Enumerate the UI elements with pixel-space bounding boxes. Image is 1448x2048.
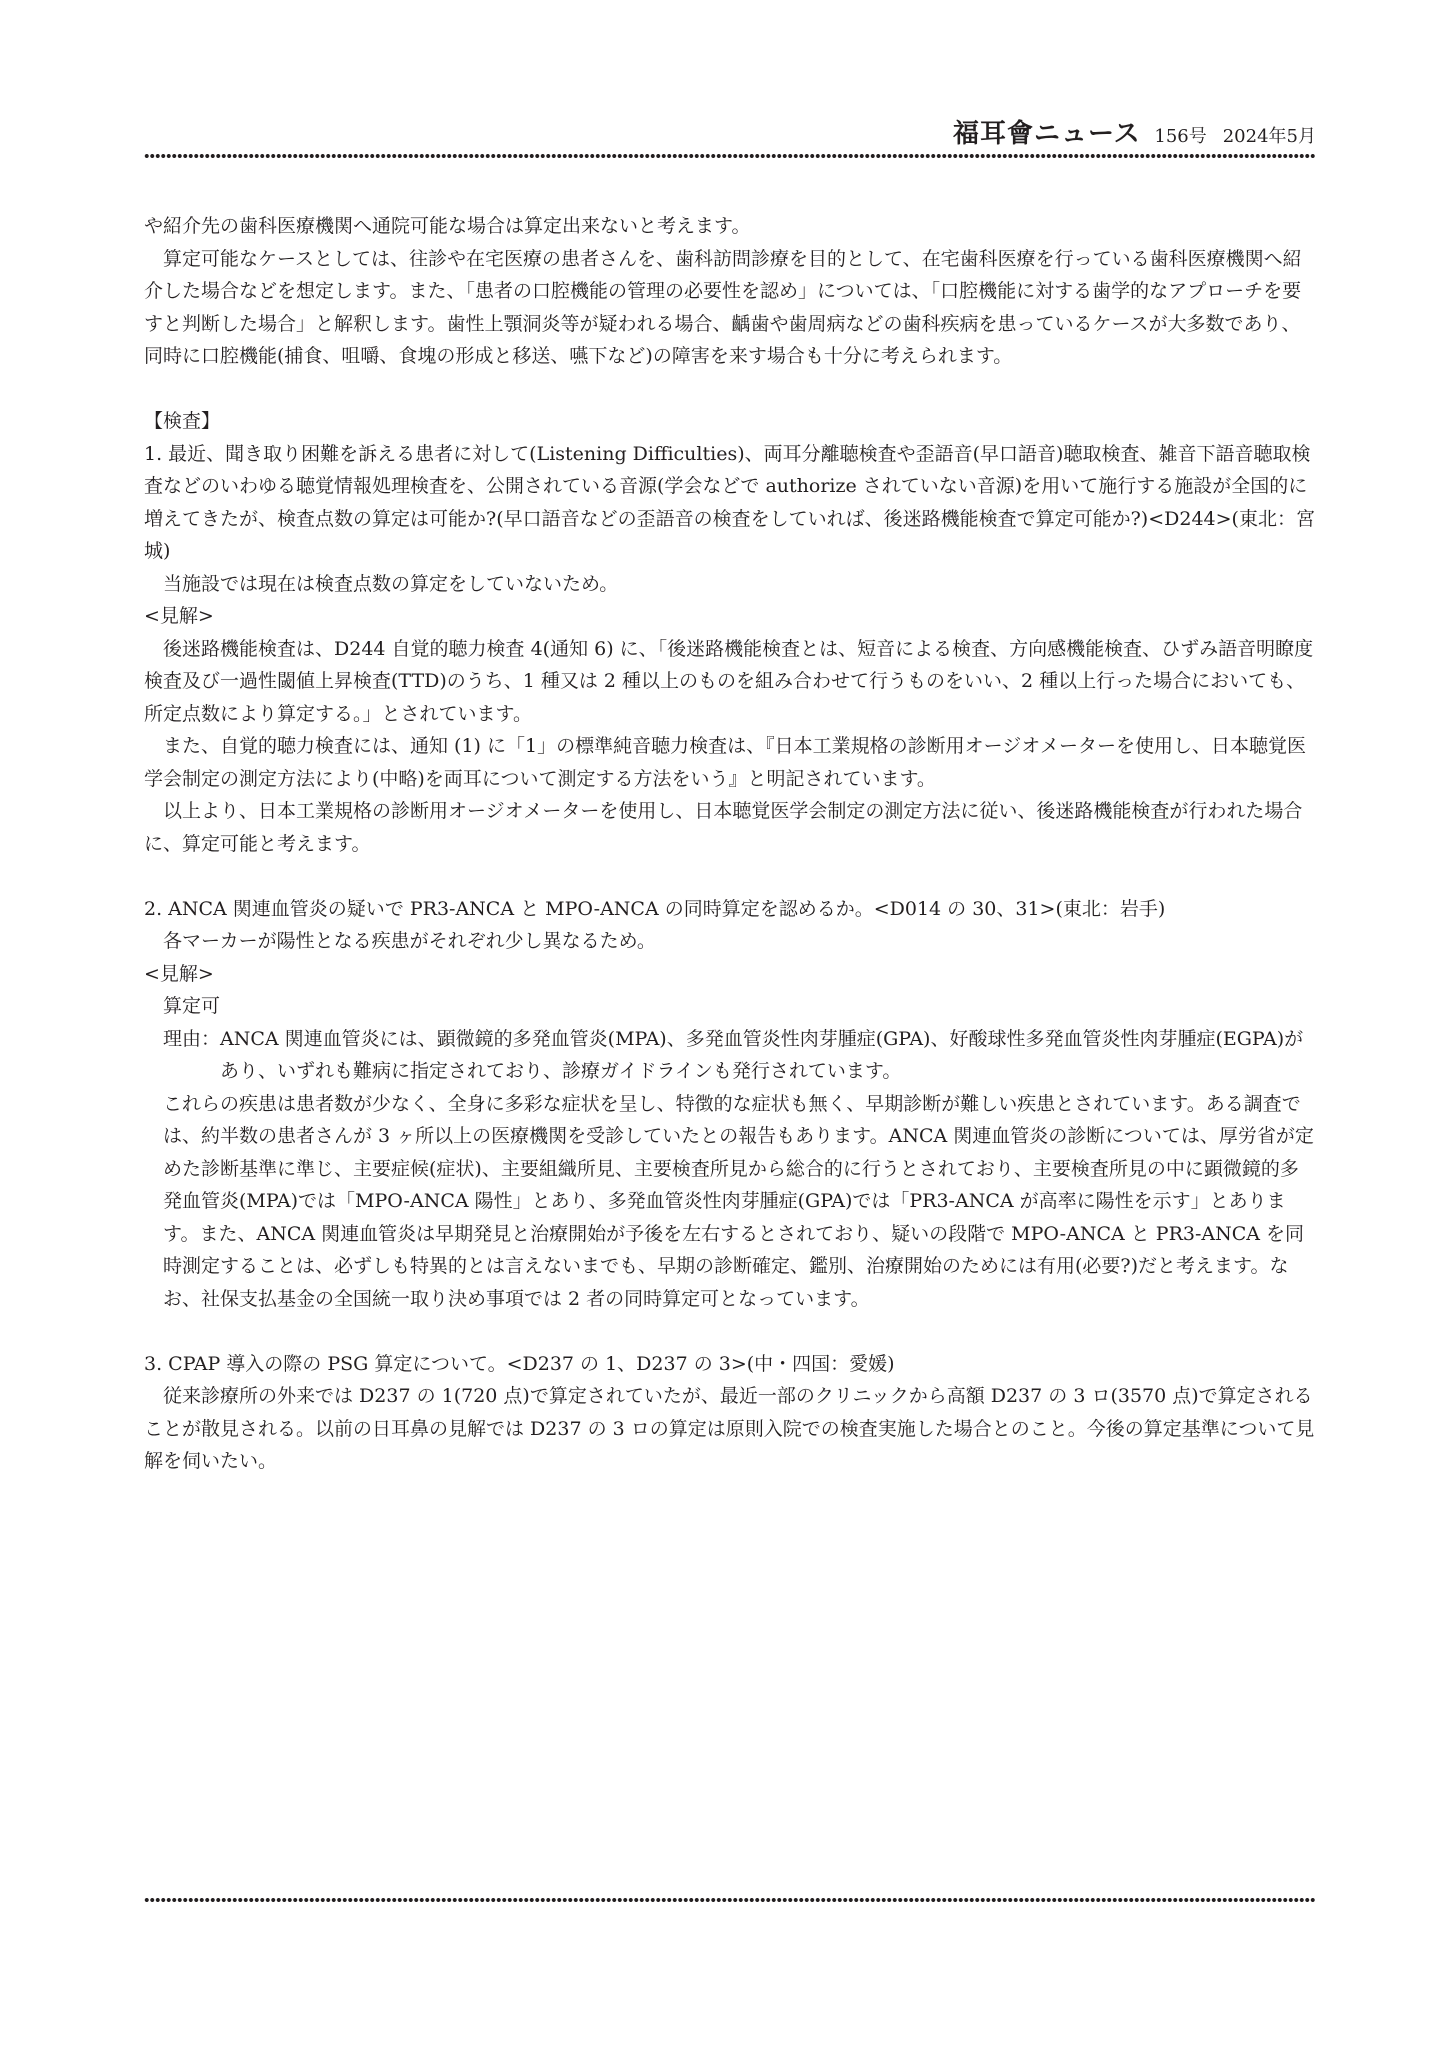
question-1-note: 当施設では現在は検査点数の算定をしていないため。 bbox=[163, 572, 619, 595]
opinion-heading-2: <見解> bbox=[144, 962, 214, 985]
article-body bbox=[144, 210, 1316, 1478]
section-heading: 【検査】 bbox=[144, 410, 221, 432]
paragraph: 算定可能なケースとしては、往診や在宅医療の患者さんを、歯科訪問診療を目的として、在宅歯科医療を行っている歯科医療機関へ紹介した場合などを想定します。また、「患者の口腔機能の管理の必要性を認め」については、「口腔機能に対する歯学的なアプローチを要すと判断した場合」と解釈します。歯性上顎洞炎等が疑われる場合、齲歯や歯周病などの歯科疾病を患っているケースが大多数であり、同時に口腔機能(捕食、咀嚼、食塊の形成と移送、嚥下など)の障害を来す場合も十分に考えられます。 bbox=[144, 247, 1302, 367]
question-1: 1. 最近、聞き取り困難を訴える患者に対して(Listening Difficulties)、両耳分離聴検査や歪語音(早口語音)聴取検査、雑音下語音聴取検査などのいわゆる聴覚情報処理検査を、公開されている音源(学会などで authorize されていない音源)を用いて施行する施設が全国的に増えてきたが、検査点数の算定は可能か?(早口語音などの歪語音の検査をしていれば、後迷路機能検査で算定可能か?)<D244>(東北：宮城) bbox=[144, 442, 1315, 562]
issue-number: 156号 bbox=[1154, 126, 1207, 147]
opinion-heading-1: <見解> bbox=[144, 605, 214, 627]
answer-1-paragraph: 後迷路機能検査は、D244 自覚的聴力検査 4(通知 6) に、「後迷路機能検査とは、短音による検査、方向感機能検査、ひずみ語音明瞭度検査及び一過性閾値上昇検査(TTD)のうち、1 種又は 2 種以上のものを組み合わせて行うものをいい、2 種以上行った場合においても、所定点数により算定する。」とされています。 bbox=[144, 637, 1314, 725]
reason-paragraph: ANCA 関連血管炎には、顕微鏡的多発血管炎(MPA)、多発血管炎性肉芽腫症(GPA)、好酸球性多発血管炎性肉芽腫症(EGPA)があり、いずれも難病に指定されており、診療ガイドラインも発行されています。 bbox=[220, 1027, 1304, 1082]
footer-dotted-rule bbox=[144, 1897, 1316, 1903]
header-dotted-rule bbox=[144, 153, 1316, 159]
question-3: 3. CPAP 導入の際の PSG 算定について。<D237 の 1、D237 の 3>(中・四国：愛媛) bbox=[144, 1352, 895, 1375]
question-2-note: 各マーカーが陽性となる疾患がそれぞれ少し異なるため。 bbox=[163, 930, 656, 952]
answer-2-verdict: 算定可 bbox=[163, 995, 221, 1017]
reason-block bbox=[144, 1023, 1316, 1088]
answer-1-paragraph: また、自覚的聴力検査には、通知 (1) に「1」の標準純音聴力検査は、『日本工業規格の診断用オージオメーターを使用し、日本聴覚医学会制定の測定方法により(中略)を両耳について測定する方法をいう』と明記されています。 bbox=[144, 735, 1307, 790]
page-header bbox=[144, 116, 1316, 152]
paragraph: や紹介先の歯科医療機関へ通院可能な場合は算定出来ないと考えます。 bbox=[144, 215, 751, 237]
newsletter-title: 福耳會ニュース bbox=[952, 119, 1141, 149]
issue-date: 2024年5月 bbox=[1222, 126, 1316, 147]
question-2: 2. ANCA 関連血管炎の疑いで PR3-ANCA と MPO-ANCA の同時算定を認めるか。<D014 の 30、31>(東北：岩手) bbox=[144, 897, 1166, 920]
reason-paragraph: これらの疾患は患者数が少なく、全身に多彩な症状を呈し、特徴的な症状も無く、早期診断が難しい疾患とされています。ある調査では、約半数の患者さんが 3 ヶ所以上の医療機関を受診していたとの報告もあります。ANCA 関連血管炎の診断については、厚労省が定めた診断基準に準じ、主要症候(症状)、主要組織所見、主要検査所見から総合的に行うとされており、主要検査所見の中に顕微鏡的多発血管炎(MPA)では「MPO-ANCA 陽性」とあり、多発血管炎性肉芽腫症(GPA)では「PR3-ANCA が高率に陽性を示す」とあります。また、ANCA 関連血管炎は早期発見と治療開始が予後を左右するとされており、疑いの段階で MPO-ANCA と PR3-ANCA を同時測定することは、必ずしも特異的とは言えないまでも、早期の診断確定、鑑別、治療開始のためには有用(必要?)だと考えます。なお、社保支払基金の全国統一取り決め事項では 2 者の同時算定可となっています。 bbox=[163, 1092, 1314, 1310]
answer-1-paragraph: 以上より、日本工業規格の診断用オージオメーターを使用し、日本聴覚医学会制定の測定方法に従い、後迷路機能検査が行われた場合に、算定可能と考えます。 bbox=[144, 800, 1303, 855]
question-3-note: 従来診療所の外来では D237 の 1(720 点)で算定されていたが、最近一部のクリニックから高額 D237 の 3 ロ(3570 点)で算定されることが散見される。以前の日耳鼻の見解では D237 の 3 ロの算定は原則入院での検査実施した場合とのこと。今後の算定基準について見解を伺いたい。 bbox=[144, 1385, 1315, 1472]
reason-label: 理由： bbox=[163, 1027, 221, 1050]
